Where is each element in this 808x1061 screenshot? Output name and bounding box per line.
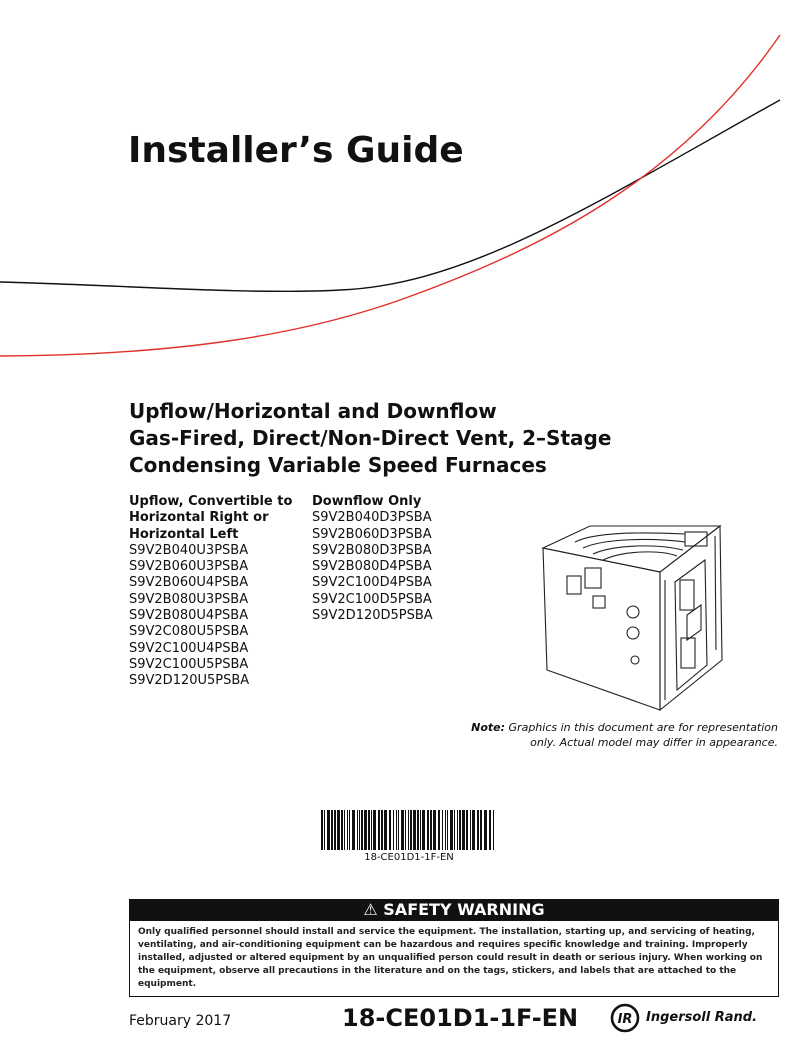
barcode-bar xyxy=(324,810,325,850)
barcode-bar xyxy=(337,810,340,850)
barcode-bar xyxy=(447,810,448,850)
barcode-bar xyxy=(378,810,380,850)
barcode-bar xyxy=(401,810,404,850)
barcode-bar xyxy=(321,810,323,850)
barcode-bar xyxy=(417,810,419,850)
model-number: S9V2B040U3PSBA xyxy=(129,542,249,558)
barcode-bar xyxy=(489,810,491,850)
barcode-bar xyxy=(410,810,412,850)
barcode-bar xyxy=(347,810,348,850)
safety-warning-text: Only qualified personnel should install and service the equipment. The installation, starting up, and servicing of heating, ventilating, and air-conditioning equipment can be hazardous and requires specific knowledge and training. Improperly installed, adjusted or altered equipment by an unqualified person could result in death or serious injury. When working on the equipment, observe all precautions in the literature and on the tags, stickers, and labels that are attached to the equipment. xyxy=(129,921,779,997)
barcode-bar xyxy=(389,810,391,850)
barcode-bar xyxy=(381,810,383,850)
black-swoosh-curve xyxy=(0,100,780,291)
page-title: Installer’s Guide xyxy=(128,130,464,171)
model-number: S9V2B080U3PSBA xyxy=(129,591,249,607)
barcode-bar xyxy=(422,810,425,850)
barcode-bar xyxy=(359,810,360,850)
safety-warning-header xyxy=(129,899,779,921)
model-number: S9V2C100U5PSBA xyxy=(129,656,249,672)
barcode-bar xyxy=(442,810,443,850)
model-number: S9V2B060U3PSBA xyxy=(129,559,249,575)
safety-warning-title: SAFETY WARNING xyxy=(383,900,545,919)
brand-name: Ingersoll Rand. xyxy=(646,1010,758,1025)
barcode-bar xyxy=(484,810,487,850)
furnace-illustration xyxy=(535,520,785,715)
barcode-bar xyxy=(368,810,370,850)
model-number: S9V2D120U5PSBA xyxy=(129,673,250,689)
model-number: S9V2B080U4PSBA xyxy=(129,608,249,624)
barcode-bar xyxy=(327,810,330,850)
upflow-heading: Horizontal Right or xyxy=(129,510,269,526)
model-number: S9V2B040D3PSBA xyxy=(312,510,432,526)
document-number: 18-CE01D1-1F-EN xyxy=(342,1004,579,1032)
barcode-bar xyxy=(364,810,367,850)
barcode-bar xyxy=(408,810,409,850)
note-label: Note: xyxy=(471,721,506,734)
barcode-bar xyxy=(457,810,458,850)
barcode-bar xyxy=(413,810,416,850)
barcode-bar xyxy=(373,810,376,850)
graphics-note xyxy=(420,720,778,750)
ingersoll-rand-logo xyxy=(608,1003,644,1033)
barcode-bar xyxy=(384,810,387,850)
downflow-heading: Downflow Only xyxy=(312,494,422,509)
barcode-bar xyxy=(349,810,350,850)
barcode-bar xyxy=(344,810,345,850)
barcode-bar xyxy=(454,810,455,850)
upflow-heading: Upflow, Convertible to xyxy=(129,494,293,509)
barcode-bar xyxy=(361,810,363,850)
barcode-bar xyxy=(462,810,465,850)
barcode-bar xyxy=(393,810,394,850)
barcode-bar xyxy=(459,810,461,850)
barcode-bar xyxy=(450,810,453,850)
publication-date: February 2017 xyxy=(129,1013,232,1029)
barcode-text: 18-CE01D1-1F-EN xyxy=(364,852,454,863)
barcode-bar xyxy=(472,810,475,850)
subtitle-line: Condensing Variable Speed Furnaces xyxy=(129,453,547,477)
model-number: S9V2C100D4PSBA xyxy=(312,575,432,591)
barcode-bar xyxy=(352,810,355,850)
barcode xyxy=(321,810,497,850)
barcode-bar xyxy=(433,810,436,850)
model-number: S9V2B080D4PSBA xyxy=(312,559,432,575)
logo-mark: IR xyxy=(617,1012,633,1027)
downflow-model-list xyxy=(312,494,433,624)
decorative-curves xyxy=(0,0,808,420)
barcode-bar xyxy=(466,810,468,850)
note-text: only. Actual model may differ in appearance. xyxy=(530,736,778,749)
barcode-bar xyxy=(445,810,446,850)
barcode-bar xyxy=(477,810,479,850)
red-swoosh-curve xyxy=(0,35,780,356)
barcode-bar xyxy=(430,810,432,850)
barcode-bar xyxy=(427,810,429,850)
model-number: S9V2B060D3PSBA xyxy=(312,526,432,542)
barcode-bar xyxy=(331,810,333,850)
barcode-bar xyxy=(371,810,372,850)
upflow-model-list xyxy=(129,494,292,690)
barcode-bar xyxy=(420,810,421,850)
subtitle-line: Upflow/Horizontal and Downflow xyxy=(129,399,497,423)
barcode-bar xyxy=(398,810,399,850)
model-number: S9V2C100D5PSBA xyxy=(312,591,432,607)
barcode-bar xyxy=(493,810,494,850)
barcode-bar xyxy=(396,810,397,850)
barcode-bar xyxy=(334,810,336,850)
model-number: S9V2B080D3PSBA xyxy=(312,542,432,558)
barcode-bar xyxy=(405,810,406,850)
barcode-bar xyxy=(480,810,482,850)
model-number: S9V2C080U5PSBA xyxy=(129,624,249,640)
barcode-bar xyxy=(470,810,471,850)
warning-triangle-icon: ⚠ xyxy=(363,900,378,919)
note-text: Graphics in this document are for representation xyxy=(508,721,778,734)
barcode-bar xyxy=(357,810,358,850)
model-number: S9V2B060U4PSBA xyxy=(129,575,249,591)
model-number: S9V2C100U4PSBA xyxy=(129,640,249,656)
upflow-heading: Horizontal Left xyxy=(129,526,239,542)
model-number: S9V2D120D5PSBA xyxy=(312,608,433,624)
subtitle xyxy=(129,398,611,479)
barcode-bar xyxy=(438,810,440,850)
barcode-bar xyxy=(341,810,343,850)
subtitle-line: Gas-Fired, Direct/Non-Direct Vent, 2–Stage xyxy=(129,426,612,450)
